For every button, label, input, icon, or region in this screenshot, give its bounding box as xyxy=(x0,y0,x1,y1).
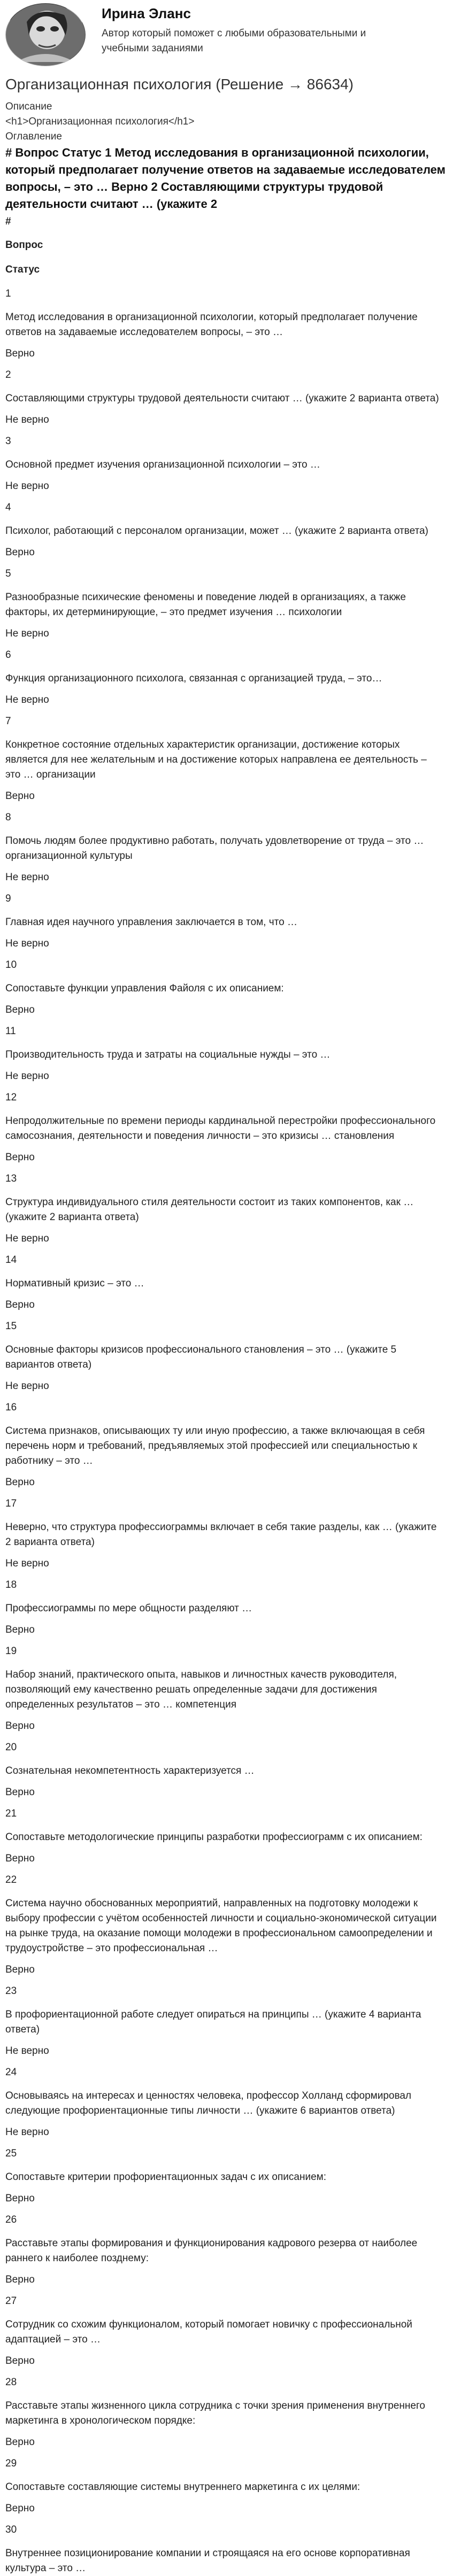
question-text: Основываясь на интересах и ценностях человека, профессор Холланд сформировал следующие профориентационные типы личности … (укажите 6 вариантов ответа) xyxy=(5,2090,411,2116)
question-text: Составляющими структуры трудовой деятельности считают … (укажите 2 варианта ответа) xyxy=(5,393,439,404)
author-avatar[interactable] xyxy=(5,3,86,66)
list-item xyxy=(5,434,448,494)
question-text: Конкретное состояние отдельных характеристик организации, достижение которых является для нее желательным и на достижение которых направлена ее деятельность – это … организации xyxy=(5,739,427,780)
question-number: 22 xyxy=(5,1874,17,1886)
question-status: Верно xyxy=(5,2437,35,2448)
question-number: 17 xyxy=(5,1498,17,1509)
question-text: Система признаков, описывающих ту или иную профессию, а также включающая в себя перечень норм и требований, предъявляемых этой профессией или специальностью к работнику – это … xyxy=(5,1425,425,1467)
question-text: Система научно обоснованных мероприятий, направленных на подготовку молодежи к выбору профессии с учётом особенностей личности и социально-экономической ситуации на рынке труда, на оказание помощи молодежи в профессиональном самоопределении и трудоустройстве – это профессиональная … xyxy=(5,1898,437,1954)
question-text: Помочь людям более продуктивно работать, получать удовлетворение от труда – это … организационной культуры xyxy=(5,835,424,862)
question-number: 24 xyxy=(5,2067,17,2078)
author-name[interactable]: Ирина Эланс xyxy=(102,5,191,21)
question-status: Верно xyxy=(5,348,35,359)
question-number: 18 xyxy=(5,1579,17,1590)
page-title: Организационная психология (Решение → 86634) xyxy=(5,76,354,92)
question-text: Разнообразные психические феномены и поведение людей в организациях, а также факторы, их детерминирующие, – это предмет изучения … психологии xyxy=(5,592,406,618)
question-status: Не верно xyxy=(5,414,49,425)
toc-label: Оглавление xyxy=(5,131,62,142)
question-number: 10 xyxy=(5,959,17,971)
list-item xyxy=(5,1171,448,1246)
question-number: 1 xyxy=(5,288,11,299)
question-text: Производительность труда и затраты на социальные нужды – это … xyxy=(5,1049,331,1060)
question-status: Верно xyxy=(5,1477,35,1488)
author-header xyxy=(5,0,448,71)
question-status: Не верно xyxy=(5,694,49,705)
question-number: 7 xyxy=(5,716,11,727)
question-text: Непродолжительные по времени периоды кардинальной перестройки профессионального самосознания, деятельности и поведения личности – это кризисы … становления xyxy=(5,1115,436,1142)
question-status: Не верно xyxy=(5,872,49,883)
question-number: 8 xyxy=(5,812,11,823)
question-status: Верно xyxy=(5,547,35,558)
question-status: Не верно xyxy=(5,1233,49,1244)
list-item xyxy=(5,1024,448,1084)
list-item xyxy=(5,1644,448,1734)
question-text: Функция организационного психолога, связанная с организацией труда, – это… xyxy=(5,673,382,684)
question-number: 25 xyxy=(5,2148,17,2159)
question-status: Не верно xyxy=(5,1558,49,1569)
question-text: Сопоставьте функции управления Файоля с их описанием: xyxy=(5,983,284,994)
question-status: Верно xyxy=(5,1152,35,1163)
question-status: Верно xyxy=(5,790,35,802)
question-number: 2 xyxy=(5,369,11,381)
question-text: Основной предмет изучения организационной психологии – это … xyxy=(5,459,320,470)
question-number: 14 xyxy=(5,1254,17,1266)
question-text: Сознательная некомпетентность характеризуется … xyxy=(5,1765,255,1776)
question-text: Структура индивидуального стиля деятельности состоит из таких компонентов, как … (укажите 2 варианта ответа) xyxy=(5,1197,414,1223)
question-status: Верно xyxy=(5,2503,35,2514)
list-item xyxy=(5,1496,448,1571)
question-number: 15 xyxy=(5,1321,17,1332)
question-status: Не верно xyxy=(5,2127,49,2138)
question-status: Верно xyxy=(5,1624,35,1635)
list-item xyxy=(5,891,448,951)
list-item xyxy=(5,958,448,1018)
question-text: В профориентационной работе следует опираться на принципы … (укажите 4 варианта ответа) xyxy=(5,2009,421,2035)
status-column-header: Статус xyxy=(5,264,40,275)
question-text: Сопоставьте методологические принципы разработки профессиограмм с их описанием: xyxy=(5,1832,423,1843)
question-number: 19 xyxy=(5,1646,17,1657)
raw-h1-text: <h1>Организационная психология</h1> xyxy=(5,116,195,127)
question-status: Не верно xyxy=(5,938,49,949)
question-number: 3 xyxy=(5,436,11,447)
question-text: Внутреннее позиционирование компании и строящаяся на его основе корпоративная культура – это … xyxy=(5,2548,410,2574)
question-status: Верно xyxy=(5,1853,35,1864)
question-status: Не верно xyxy=(5,480,49,492)
question-status: Верно xyxy=(5,1964,35,1975)
list-item xyxy=(5,2213,448,2287)
list-item xyxy=(5,2456,448,2516)
question-text: Сопоставьте критерии профориентационных задач с их описанием: xyxy=(5,2171,326,2183)
question-status: Верно xyxy=(5,2193,35,2204)
list-item xyxy=(5,368,448,428)
list-item xyxy=(5,1984,448,2059)
question-text: Набор знаний, практического опыта, навыков и личностных качеств руководителя, позволяющий ему качественно решать определенные задачи для достижения определенных результатов – это … компетенция xyxy=(5,1669,397,1710)
question-status: Верно xyxy=(5,1787,35,1798)
question-text: Сотрудник со схожим функционалом, который помогает новичку с профессиональной адаптацией – это … xyxy=(5,2319,412,2345)
question-text: Расставьте этапы жизненного цикла сотрудника с точки зрения применения внутреннего маркетинга в хронологическом порядке: xyxy=(5,2400,426,2426)
list-item xyxy=(5,1400,448,1490)
question-number: 29 xyxy=(5,2458,17,2469)
list-item xyxy=(5,2146,448,2206)
question-number: 30 xyxy=(5,2524,17,2535)
list-item xyxy=(5,1740,448,1800)
description-label: Описание xyxy=(5,101,52,112)
question-number: 23 xyxy=(5,1985,17,1997)
list-item xyxy=(5,500,448,560)
question-text: Психолог, работающий с персоналом организации, может … (укажите 2 варианта ответа) xyxy=(5,525,428,537)
list-item xyxy=(5,2375,448,2450)
toc-heading: # Вопрос Статус 1 Метод исследования в организационной психологии, который предполагает получение ответов на задаваемые исследователем вопросы, – это … Верно 2 Составляющими структуры трудовой деятельности считают … (укажите 2 xyxy=(5,146,446,211)
question-number: 5 xyxy=(5,568,11,579)
table-hash-header: # xyxy=(5,216,11,227)
list-item xyxy=(5,1806,448,1866)
question-status: Верно xyxy=(5,2355,35,2366)
question-status: Верно xyxy=(5,1720,35,1732)
question-status: Не верно xyxy=(5,1380,49,1392)
list-item xyxy=(5,2065,448,2140)
question-status: Верно xyxy=(5,1004,35,1015)
list-item xyxy=(5,286,448,361)
list-item xyxy=(5,714,448,804)
list-item xyxy=(5,1319,448,1394)
question-status: Не верно xyxy=(5,1070,49,1082)
list-item xyxy=(5,810,448,885)
avatar-image-icon xyxy=(5,3,86,66)
question-number: 28 xyxy=(5,2377,17,2388)
question-text: Главная идея научного управления заключается в том, что … xyxy=(5,917,297,928)
question-text: Неверно, что структура профессиограммы включает в себя такие разделы, как … (укажите 2 варианта ответа) xyxy=(5,1522,437,1548)
question-number: 6 xyxy=(5,649,11,661)
question-number: 16 xyxy=(5,1402,17,1413)
author-info xyxy=(102,3,401,56)
question-status: Верно xyxy=(5,2274,35,2285)
author-description: Автор который поможет с любыми образовательными и учебными заданиями xyxy=(102,28,366,54)
question-number: 13 xyxy=(5,1173,17,1184)
question-text: Расставьте этапы формирования и функционирования кадрового резерва от наиболее раннего к наиболее позднему: xyxy=(5,2238,418,2264)
question-number: 27 xyxy=(5,2295,17,2307)
list-item xyxy=(5,1253,448,1313)
question-number: 20 xyxy=(5,1742,17,1753)
question-text: Профессиограммы по мере общности разделяют … xyxy=(5,1603,252,1614)
question-number: 11 xyxy=(5,1026,16,1037)
question-column-header: Вопрос xyxy=(5,239,43,251)
list-item xyxy=(5,567,448,641)
question-number: 4 xyxy=(5,502,11,513)
question-text: Метод исследования в организационной психологии, который предполагает получение ответов на задаваемые исследователем вопросы, – это … xyxy=(5,312,418,338)
question-text: Основные факторы кризисов профессионального становления – это … (укажите 5 вариантов ответа) xyxy=(5,1344,397,1370)
question-text: Сопоставьте составляющие системы внутреннего маркетинга с их целями: xyxy=(5,2481,360,2493)
list-item xyxy=(5,1090,448,1165)
list-item xyxy=(5,2294,448,2369)
question-number: 21 xyxy=(5,1808,17,1819)
question-number: 9 xyxy=(5,893,11,904)
question-number: 12 xyxy=(5,1092,17,1103)
list-item xyxy=(5,1873,448,1977)
question-text: Нормативный кризис – это … xyxy=(5,1278,144,1289)
question-status: Не верно xyxy=(5,628,49,639)
question-status: Верно xyxy=(5,1299,35,1310)
questions-list xyxy=(5,286,448,2576)
list-item xyxy=(5,648,448,708)
question-status: Не верно xyxy=(5,2045,49,2057)
list-item xyxy=(5,1578,448,1638)
list-item xyxy=(5,2523,448,2576)
question-number: 26 xyxy=(5,2214,17,2225)
